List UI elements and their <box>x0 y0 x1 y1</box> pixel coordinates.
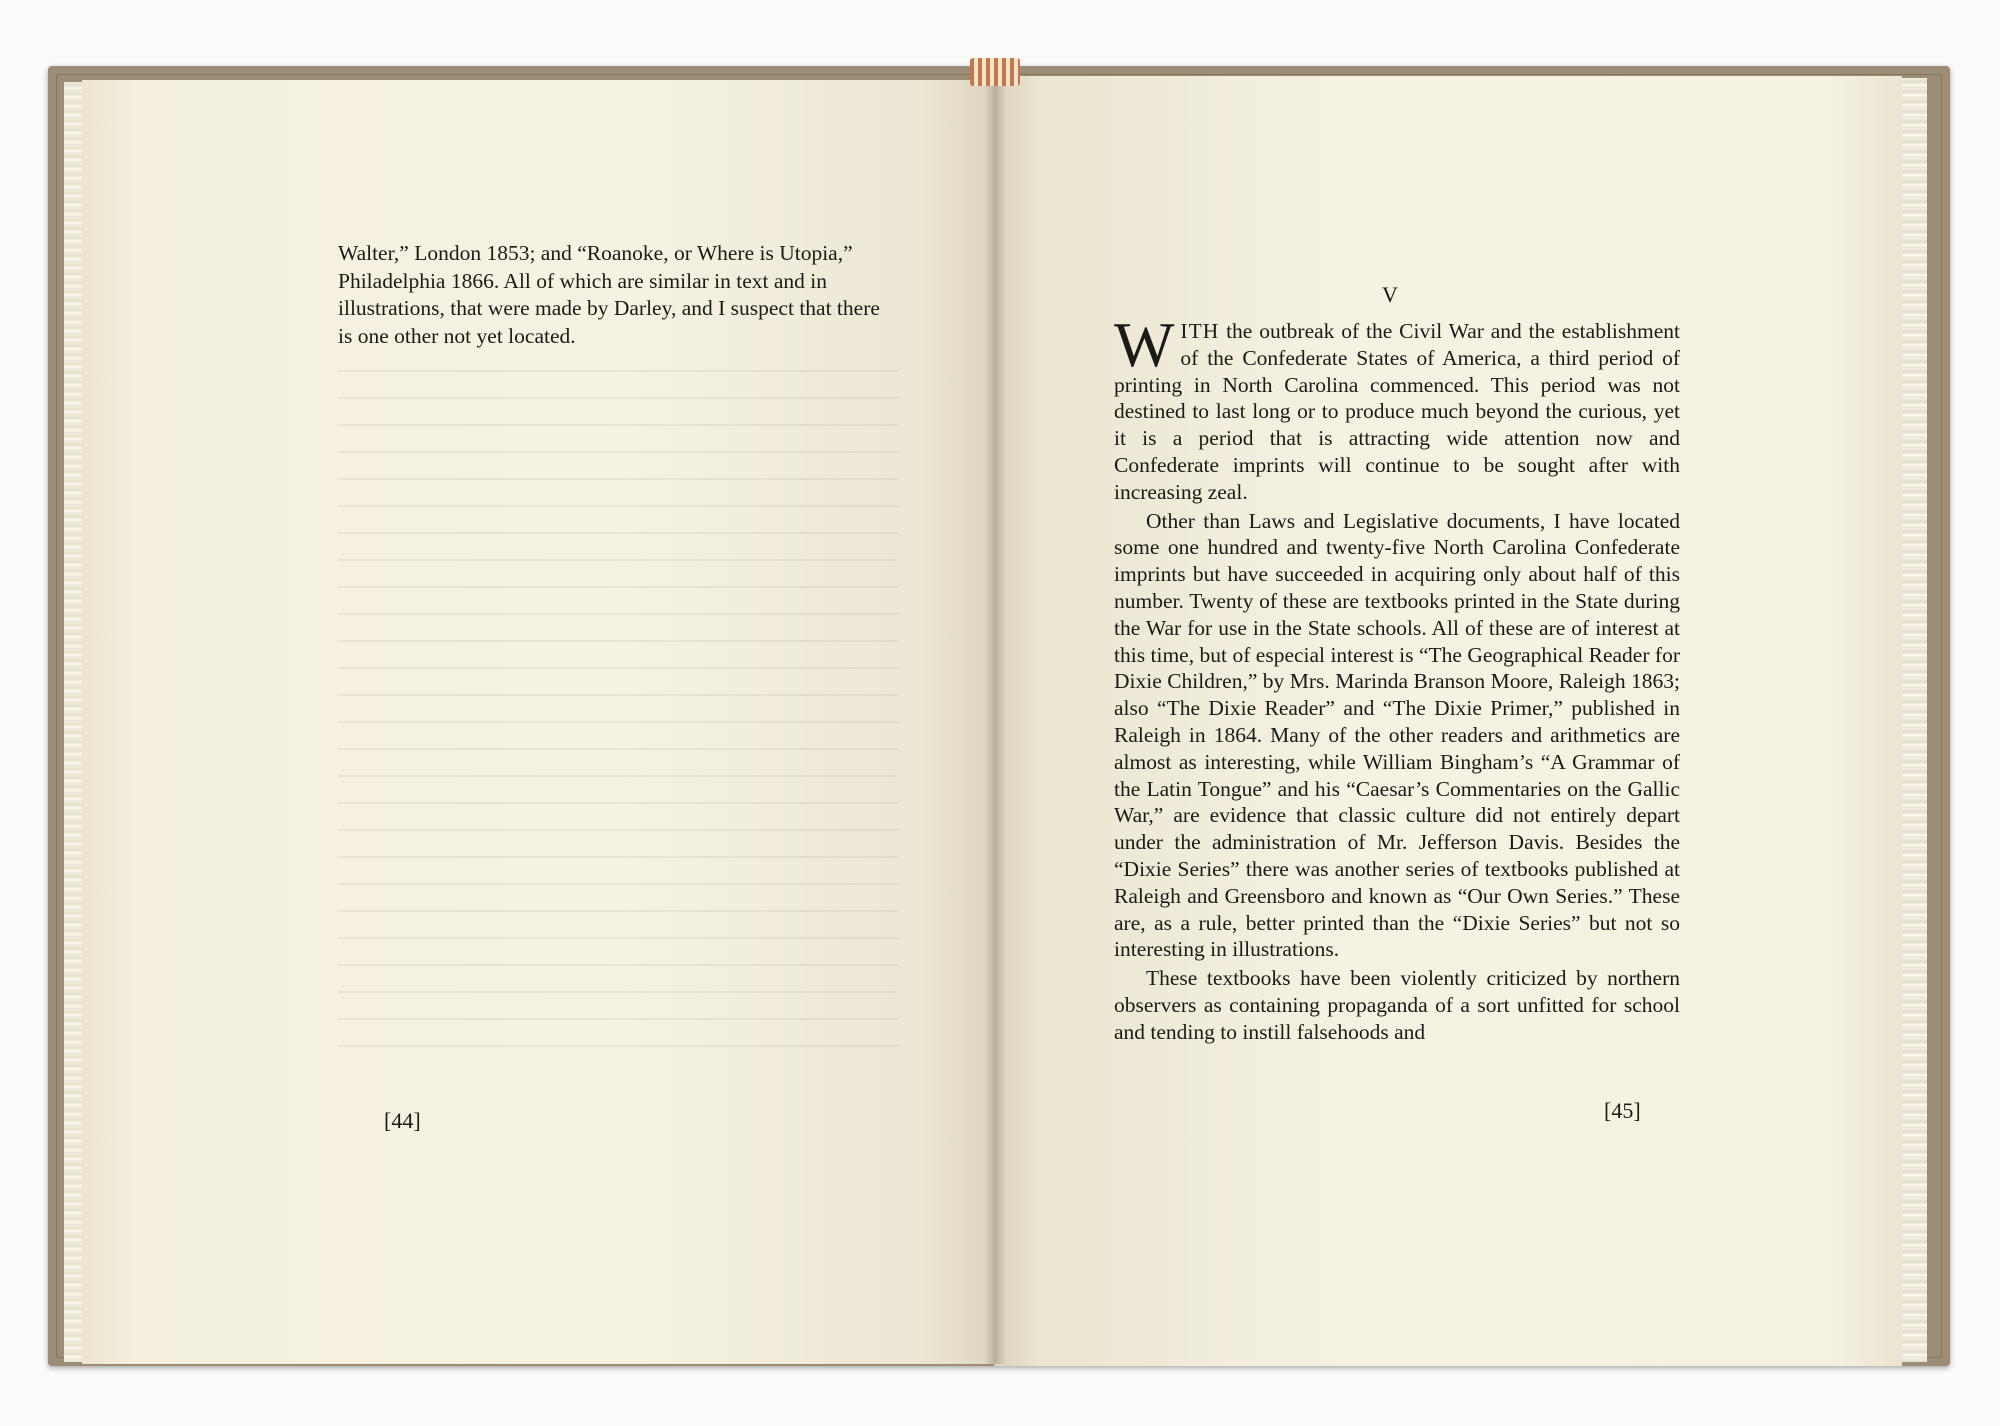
paragraph-1-text: the outbreak of the Civil War and the establishment of the Confederate States of America, a third period of printing in North Carolina commenced. This period was not destined to last long or to produce much beyond the curious, yet it is a period that is attracting wide attention now and Confederate imprints will continue to be sought after with increasing zeal. <box>1114 319 1680 504</box>
book-gutter <box>984 80 1006 1364</box>
paragraph-1 <box>1114 309 1680 506</box>
paragraph-3: These textbooks have been violently criticized by northern observers as containing propaganda of a sort unfitted for school and tending to instill falsehoods and <box>1114 966 1680 1044</box>
right-page-number: [45] <box>1604 1098 1641 1123</box>
left-paragraph: Walter,” London 1853; and “Roanoke, or Where is Utopia,” Philadelphia 1866. All of which are similar in text and in illustrations, that were made by Darley, and I suspect that there is one other not yet located. <box>338 241 880 348</box>
right-page-text <box>1114 309 1680 1046</box>
chapter-numeral: V <box>1382 282 1398 307</box>
left-page-number: [44] <box>384 1108 421 1133</box>
paragraph-2: Other than Laws and Legislative documents, I have located some one hundred and twenty-five North Carolina Confederate imprints but have succeeded in acquiring only about half of this number. Twenty of these are textbooks printed in the State during the War for use in the State schools. All of these are of interest at this time, but of especial interest is “The Geographical Reader for Dixie Children,” by Mrs. Marinda Branson Moore, Raleigh 1863; also “The Dixie Reader” and “The Dixie Primer,” published in Raleigh in 1864. Many of the other readers and arithmetics are almost as interesting, while William Bingham’s “A Grammar of the Latin Tongue” and his “Caesar’s Commentaries on the Gallic War,” are evidence that classic culture did not entirely depart under the administration of Mr. Jefferson Davis. Besides the “Dixie Series” there was another series of textbooks published at Raleigh and Greensboro and known as “Our Own Series.” These are, as a rule, better printed than the “Dixie Series” but not so interesting in illustrations. <box>1114 508 1680 962</box>
opening-small-caps: ITH <box>1180 319 1220 343</box>
left-page-text <box>338 240 890 350</box>
show-through-text <box>338 356 898 1066</box>
spine-headband <box>970 58 1020 86</box>
drop-cap: W <box>1114 309 1175 380</box>
